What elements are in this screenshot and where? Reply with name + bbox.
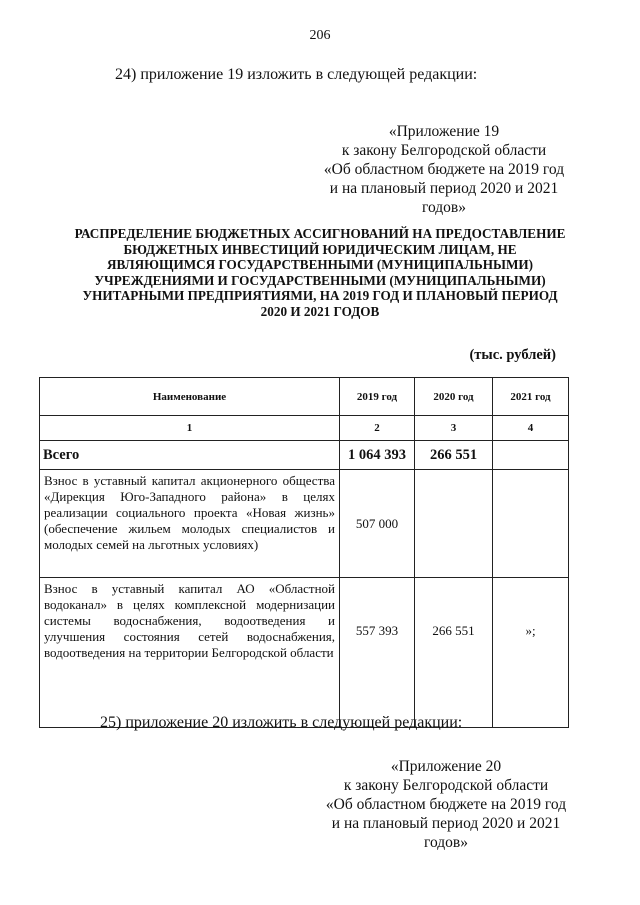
appendix-line: к закону Белгородской области <box>341 142 547 159</box>
amendment-instruction-24: 24) приложение 19 изложить в следующей редакции: <box>115 66 478 83</box>
row-2020 <box>415 470 493 578</box>
header-2020: 2020 год <box>415 378 493 416</box>
title-line: ЯВЛЯЮЩИМСЯ ГОСУДАРСТВЕННЫМИ (МУНИЦИПАЛЬНЫМИ) <box>106 257 534 272</box>
header-2019: 2019 год <box>340 378 415 416</box>
appendix-line: «Об областном бюджете на 2019 год <box>325 796 567 813</box>
appendix-19-heading <box>318 122 570 217</box>
header-2021: 2021 год <box>493 378 569 416</box>
appendix-line: и на плановый период 2020 и 2021 <box>329 180 559 197</box>
title-line: БЮДЖЕТНЫХ ИНВЕСТИЦИЙ ЮРИДИЧЕСКИМ ЛИЦАМ, НЕ <box>123 241 517 257</box>
title-line: УЧРЕЖДЕНИЯМИ И ГОСУДАРСТВЕННЫМИ (МУНИЦИПАЛЬНЫМИ) <box>94 272 546 288</box>
appendix-line: «Приложение 19 <box>388 123 500 140</box>
title-line: РАСПРЕДЕЛЕНИЕ БЮДЖЕТНЫХ АССИГНОВАНИЙ НА ПРЕДОСТАВЛЕНИЕ <box>74 226 566 241</box>
budget-allocation-table <box>39 377 569 728</box>
page-number: 206 <box>309 28 331 43</box>
title-line: УНИТАРНЫМИ ПРЕДПРИЯТИЯМИ, НА 2019 ГОД И ПЛАНОВЫЙ ПЕРИОД <box>82 288 558 303</box>
amendment-instruction-25: 25) приложение 20 изложить в следующей редакции: <box>100 714 463 731</box>
row-name: Взнос в уставный капитал акционерного общества «Дирекция Юго-Западного района» в целях реализации социального проекта «Новая жизнь» (обеспечение жильем молодых специалистов и молодых семей на льготных условиях) <box>40 470 340 578</box>
appendix-line: «Об областном бюджете на 2019 год <box>323 161 565 178</box>
appendix-line: годов» <box>422 199 466 216</box>
row-name: Взнос в уставный капитал АО «Областной водоканал» в целях комплексной модернизации системы водоснабжения, водоотведения и улучшения состояния сетей водоснабжения, водоотведения на территории Белгородской области <box>40 578 340 728</box>
column-number: 1 <box>40 416 340 441</box>
appendix-line: и на плановый период 2020 и 2021 годов» <box>331 815 561 851</box>
header-name: Наименование <box>40 378 340 416</box>
total-row <box>40 441 569 470</box>
appendix-line: к закону Белгородской области <box>343 777 549 794</box>
column-number: 4 <box>493 416 569 441</box>
units-label: (тыс. рублей) <box>469 347 556 363</box>
table-header-row <box>40 378 569 416</box>
total-2019: 1 064 393 <box>340 441 415 470</box>
column-number-row <box>40 416 569 441</box>
column-number: 2 <box>340 416 415 441</box>
row-2021 <box>493 470 569 578</box>
total-label: Всего <box>40 441 340 470</box>
total-2020: 266 551 <box>415 441 493 470</box>
document-title <box>55 226 585 319</box>
title-line: 2020 И 2021 ГОДОВ <box>260 303 380 319</box>
table-row <box>40 578 569 728</box>
row-2020: 266 551 <box>415 578 493 728</box>
total-2021 <box>493 441 569 470</box>
appendix-line: «Приложение 20 <box>390 758 502 775</box>
row-2021: »; <box>493 578 569 728</box>
row-2019: 557 393 <box>340 578 415 728</box>
appendix-20-heading <box>312 757 580 852</box>
table-row <box>40 470 569 578</box>
row-2019: 507 000 <box>340 470 415 578</box>
column-number: 3 <box>415 416 493 441</box>
